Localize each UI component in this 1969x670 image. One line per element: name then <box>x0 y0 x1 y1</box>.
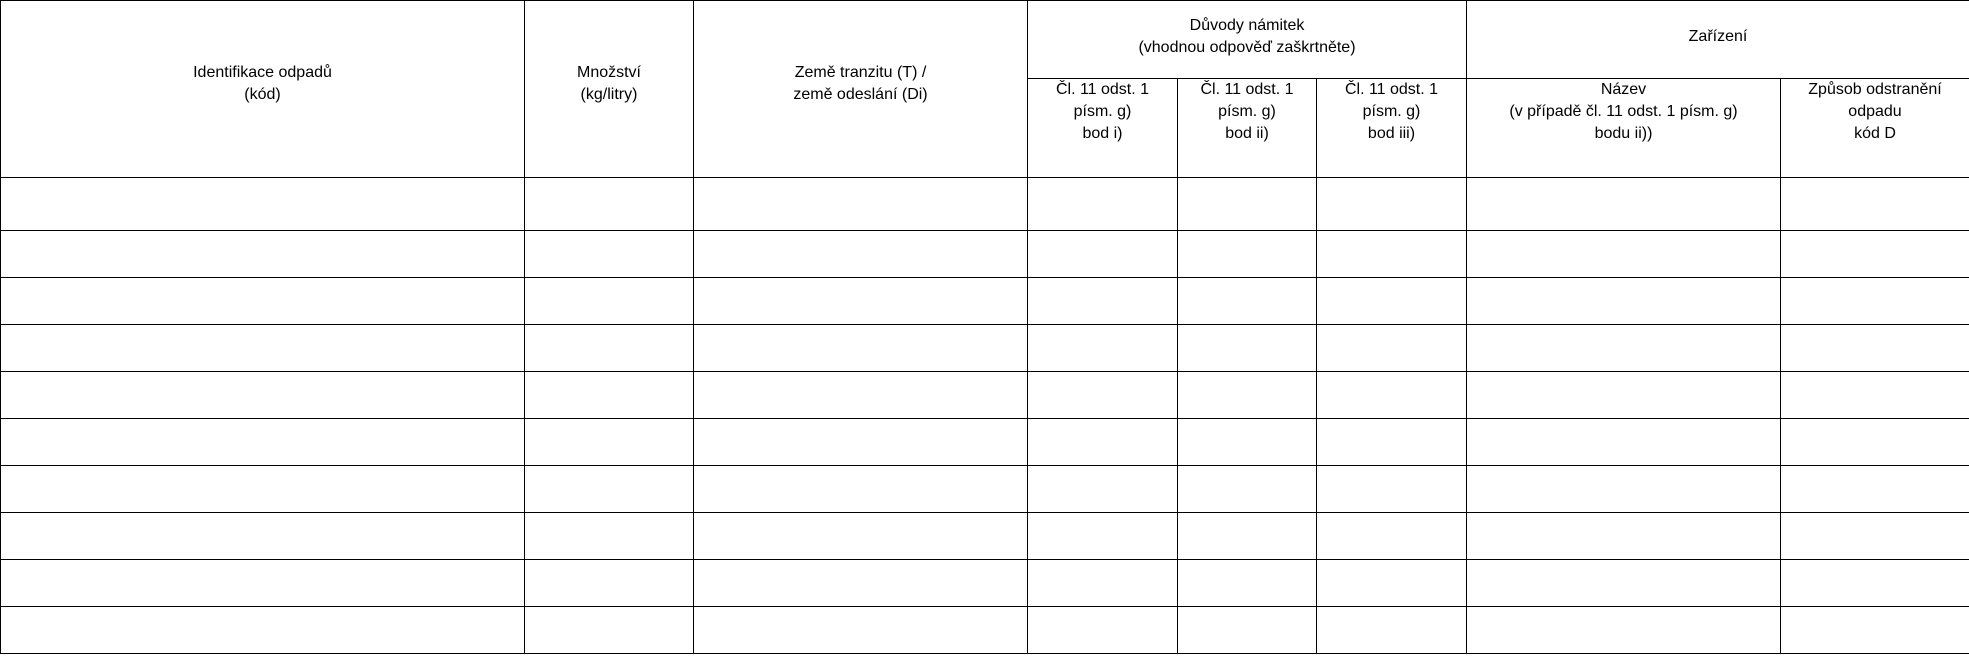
cell-reason-iii[interactable] <box>1317 419 1467 466</box>
cell-transit-country[interactable] <box>694 178 1028 231</box>
cell-quantity[interactable] <box>525 372 694 419</box>
cell-reason-ii[interactable] <box>1178 560 1317 607</box>
cell-quantity[interactable] <box>525 419 694 466</box>
cell-reason-i[interactable] <box>1028 419 1178 466</box>
cell-reason-iii[interactable] <box>1317 178 1467 231</box>
header-waste-id-label: Identifikace odpadů (kód) <box>193 64 332 103</box>
cell-facility-name[interactable] <box>1467 466 1781 513</box>
table-row <box>1 278 1969 325</box>
cell-transit-country[interactable] <box>694 466 1028 513</box>
header-disposal-method <box>1781 79 1969 178</box>
cell-disposal-method[interactable] <box>1781 607 1969 654</box>
cell-reason-iii[interactable] <box>1317 513 1467 560</box>
table-row <box>1 419 1969 466</box>
cell-waste-id[interactable] <box>1 372 525 419</box>
cell-facility-name[interactable] <box>1467 178 1781 231</box>
cell-reason-i[interactable] <box>1028 372 1178 419</box>
cell-disposal-method[interactable] <box>1781 325 1969 372</box>
cell-waste-id[interactable] <box>1 325 525 372</box>
header-reason-iii-label: Čl. 11 odst. 1 písm. g) bod iii) <box>1344 81 1439 142</box>
cell-reason-i[interactable] <box>1028 325 1178 372</box>
cell-transit-country[interactable] <box>694 560 1028 607</box>
header-reason-ii <box>1178 79 1317 178</box>
table-row <box>1 325 1969 372</box>
header-facility-name-label: Název (v případě čl. 11 odst. 1 písm. g) bodu ii)) <box>1509 81 1738 142</box>
cell-transit-country[interactable] <box>694 419 1028 466</box>
cell-disposal-method[interactable] <box>1781 466 1969 513</box>
cell-transit-country[interactable] <box>694 372 1028 419</box>
cell-reason-i[interactable] <box>1028 560 1178 607</box>
header-objection-reasons-label: Důvody námitek (vhodnou odpověď zaškrtněte) <box>1138 16 1356 56</box>
cell-quantity[interactable] <box>525 325 694 372</box>
cell-reason-iii[interactable] <box>1317 278 1467 325</box>
table-row <box>1 560 1969 607</box>
cell-reason-ii[interactable] <box>1178 419 1317 466</box>
header-transit-country-label: Země tranzitu (T) / země odeslání (Di) <box>793 64 928 103</box>
cell-facility-name[interactable] <box>1467 372 1781 419</box>
cell-transit-country[interactable] <box>694 513 1028 560</box>
cell-waste-id[interactable] <box>1 607 525 654</box>
header-row-top <box>1 1 1969 79</box>
cell-transit-country[interactable] <box>694 278 1028 325</box>
header-quantity-label: Množství (kg/litry) <box>576 64 641 103</box>
cell-facility-name[interactable] <box>1467 231 1781 278</box>
cell-waste-id[interactable] <box>1 278 525 325</box>
cell-disposal-method[interactable] <box>1781 278 1969 325</box>
cell-reason-ii[interactable] <box>1178 607 1317 654</box>
header-reason-i-label: Čl. 11 odst. 1 písm. g) bod i) <box>1055 81 1150 142</box>
cell-transit-country[interactable] <box>694 325 1028 372</box>
cell-facility-name[interactable] <box>1467 325 1781 372</box>
cell-disposal-method[interactable] <box>1781 178 1969 231</box>
cell-reason-iii[interactable] <box>1317 231 1467 278</box>
table-row <box>1 372 1969 419</box>
cell-waste-id[interactable] <box>1 560 525 607</box>
cell-quantity[interactable] <box>525 278 694 325</box>
header-reason-iii <box>1317 79 1467 178</box>
header-objection-reasons <box>1028 1 1467 79</box>
cell-quantity[interactable] <box>525 513 694 560</box>
header-quantity <box>525 1 694 178</box>
header-disposal-method-label: Způsob odstranění odpadu kód D <box>1808 81 1942 142</box>
cell-transit-country[interactable] <box>694 231 1028 278</box>
cell-reason-iii[interactable] <box>1317 372 1467 419</box>
header-facility-name <box>1467 79 1781 178</box>
cell-waste-id[interactable] <box>1 466 525 513</box>
cell-reason-i[interactable] <box>1028 278 1178 325</box>
table-row <box>1 466 1969 513</box>
cell-waste-id[interactable] <box>1 178 525 231</box>
cell-quantity[interactable] <box>525 560 694 607</box>
cell-reason-ii[interactable] <box>1178 278 1317 325</box>
table-row <box>1 607 1969 654</box>
cell-facility-name[interactable] <box>1467 560 1781 607</box>
cell-reason-iii[interactable] <box>1317 607 1467 654</box>
cell-quantity[interactable] <box>525 607 694 654</box>
cell-disposal-method[interactable] <box>1781 231 1969 278</box>
cell-facility-name[interactable] <box>1467 278 1781 325</box>
cell-reason-iii[interactable] <box>1317 560 1467 607</box>
cell-reason-ii[interactable] <box>1178 231 1317 278</box>
cell-reason-ii[interactable] <box>1178 466 1317 513</box>
cell-waste-id[interactable] <box>1 231 525 278</box>
cell-reason-ii[interactable] <box>1178 325 1317 372</box>
cell-reason-i[interactable] <box>1028 231 1178 278</box>
cell-waste-id[interactable] <box>1 513 525 560</box>
cell-reason-i[interactable] <box>1028 178 1178 231</box>
cell-disposal-method[interactable] <box>1781 560 1969 607</box>
table-row <box>1 178 1969 231</box>
cell-reason-iii[interactable] <box>1317 325 1467 372</box>
header-reason-ii-label: Čl. 11 odst. 1 písm. g) bod ii) <box>1200 81 1294 142</box>
cell-quantity[interactable] <box>525 178 694 231</box>
cell-reason-ii[interactable] <box>1178 513 1317 560</box>
cell-facility-name[interactable] <box>1467 607 1781 654</box>
table-header <box>1 1 1969 178</box>
header-facility-label: Zařízení <box>1688 27 1748 45</box>
header-reason-i <box>1028 79 1178 178</box>
cell-disposal-method[interactable] <box>1781 372 1969 419</box>
header-waste-id <box>1 1 525 178</box>
table-body <box>1 178 1969 654</box>
table-row <box>1 231 1969 278</box>
cell-quantity[interactable] <box>525 231 694 278</box>
cell-quantity[interactable] <box>525 466 694 513</box>
cell-facility-name[interactable] <box>1467 513 1781 560</box>
cell-disposal-method[interactable] <box>1781 513 1969 560</box>
cell-reason-i[interactable] <box>1028 607 1178 654</box>
cell-reason-ii[interactable] <box>1178 372 1317 419</box>
header-transit-country <box>694 1 1028 178</box>
cell-reason-ii[interactable] <box>1178 178 1317 231</box>
cell-waste-id[interactable] <box>1 419 525 466</box>
cell-reason-i[interactable] <box>1028 513 1178 560</box>
cell-facility-name[interactable] <box>1467 419 1781 466</box>
cell-transit-country[interactable] <box>694 607 1028 654</box>
cell-reason-iii[interactable] <box>1317 466 1467 513</box>
cell-reason-i[interactable] <box>1028 466 1178 513</box>
header-facility <box>1467 1 1969 79</box>
cell-disposal-method[interactable] <box>1781 419 1969 466</box>
table-row <box>1 513 1969 560</box>
